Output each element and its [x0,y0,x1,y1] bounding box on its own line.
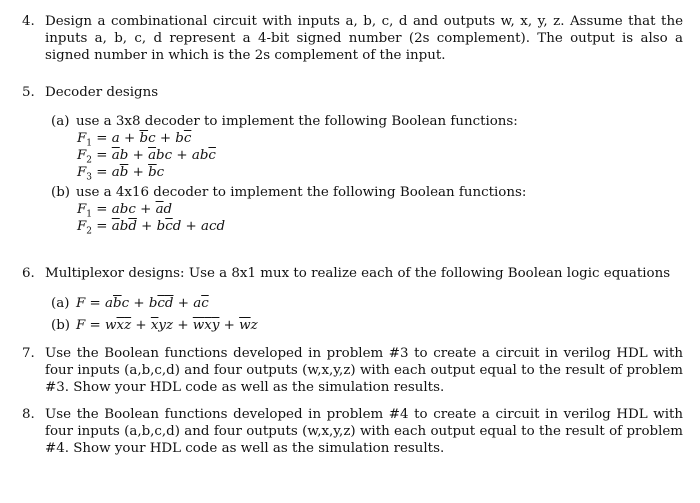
part-label: (b) [51,318,71,333]
part-text: use a 3x8 decoder to implement the following Boolean functions: [76,114,518,129]
problem-number: 5. [22,85,35,100]
problem-text: Use the Boolean functions developed in problem #3 to create a circuit in verilog HDL with four inputs (a,b,c,d) and four outputs (w,x,y,z) with each output equal to the result of problem #3. Show your HDL code as well as the simulation results. [45,346,683,395]
equation-5a-f1: $F_1 = a + \overline{b}c + b\overline{c}$ [77,131,192,149]
problem-number: 6. [22,266,35,281]
problem-text: Use the Boolean functions developed in problem #4 to create a circuit in verilog HDL with four inputs (a,b,c,d) and four outputs (w,x,y,z) with each output equal to the result of problem #4. Show your HDL code as well as the simulation results. [45,407,683,456]
problem-text: Design a combinational circuit with inputs a, b, c, d and outputs w, x, y, z. Assume that the inputs a, b, c, d represent a 4-bit signed number (2s complement). The output is also a signed number in which is the 2s complement of the input. [45,14,683,63]
problem-title: Decoder designs [45,85,159,100]
part-equation: $F = w\overline{x}\overline{z} + \overline{x}yz + \overline{w}\overline{x}\overline{y} + \overline{w}z$ [76,318,258,333]
equation-5a-f3: $F_3 = a\overline{b} + \overline{b}c$ [77,165,165,183]
part-equation: $F = a\overline{b}c + b\overline{c}\overline{d} + a\overline{c}$ [76,296,209,311]
problem-text: Multiplexor designs: Use a 8x1 mux to realize each of the following Boolean logic equations [45,266,671,281]
equation-5b-f1: $F_1$ = abc + $\overline{a}d$ [77,202,173,220]
equation-5b-f2: $F_2 = \overline{a}b\overline{d} + b\overline{c}d$ + acd [77,219,226,237]
equation-5a-f2: $F_2 = \overline{a}b + \overline{a}bc + ab\overline{c}$ [77,148,216,166]
part-label: (b) [51,185,71,200]
problem-number: 4. [22,14,35,29]
part-label: (a) [51,114,70,129]
part-label: (a) [51,296,70,311]
problem-number: 8. [22,407,35,422]
part-text: use a 4x16 decoder to implement the following Boolean functions: [76,185,527,200]
problem-number: 7. [22,346,35,361]
